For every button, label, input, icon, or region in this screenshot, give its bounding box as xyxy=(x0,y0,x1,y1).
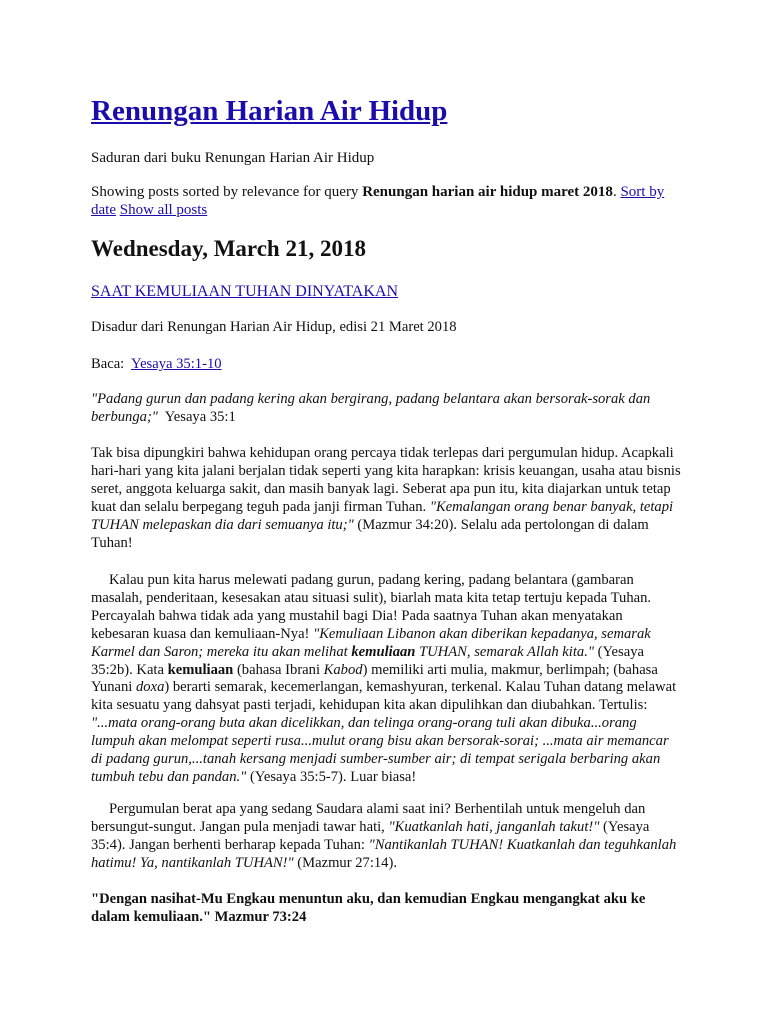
blog-title xyxy=(91,92,447,130)
post-title xyxy=(91,282,398,302)
p2-quote1a: "Kemuliaan Libanon akan diberikan kepadanya, semarak Karmel dan Saron; mereka itu akan melihat xyxy=(91,625,651,660)
p2-quote1b: TUHAN, semarak Allah kita." xyxy=(415,643,594,660)
post-source: Disadur dari Renungan Harian Air Hidup, edisi 21 Maret 2018 xyxy=(91,319,457,335)
sort-by-date-link[interactable]: Sort by date xyxy=(91,184,665,218)
key-verse xyxy=(91,391,681,427)
p1-end: Selalu ada pertolongan di dalam Tuhan! xyxy=(91,516,649,551)
p2-text2: (bahasa Ibrani xyxy=(233,661,324,678)
query-prefix: Showing posts sorted by relevance for query xyxy=(91,184,363,200)
p2-text3: ) memiliki arti mulia, makmur, berlimpah; (bahasa Yunani xyxy=(91,661,658,696)
p2-ref2: (Yesaya 35:5-7). Luar biasa! xyxy=(246,768,417,785)
paragraph-3 xyxy=(91,801,681,873)
p2-ref1: (Yesaya 35:2b). Kata xyxy=(91,643,644,678)
reading-reference xyxy=(91,356,681,374)
p1-quote: "Kemalangan orang benar banyak, tetapi TUHAN melepaskan dia dari semuanya itu;" xyxy=(91,498,674,533)
show-all-posts-link[interactable]: Show all posts xyxy=(119,202,208,218)
p3-quote2: "Nantikanlah TUHAN! Kuatkanlah dan teguhkanlah hatimu! Ya, nantikanlah TUHAN!" xyxy=(91,836,677,871)
p1-text: Tak bisa dipungkiri bahwa kehidupan orang percaya tidak terlepas dari pergumulan hidup. Acapkali hari-hari yang kita jalani berjalan tidak seperti yang kita harapkan: krisis keuangan, usaha atau bisnis seret, anggota keluarga sakit, dan masih banyak lagi. Seberat apa pun itu, kita diajarkan untuk tetap kuat dan selalu berpegang teguh pada janji firman Tuhan. xyxy=(91,445,681,515)
p2-text4: ) berarti semarak, kecemerlangan, kemashyuran, terkenal. Kalau Tuhan datang melawat kita sesuatu yang dahsyat pasti terjadi, kehidupan kita akan dipulihkan dan diubahkan. Tertulis: xyxy=(91,679,677,714)
p2-text1: Kalau pun kita harus melewati padang gurun, padang kering, padang belantara (gambaran masalah, penderitaan, kesesakan atau situasi sulit), biarlah mata kita tetap tertuju kepada Tuhan. Percayalah bahwa tidak ada yang mustahil bagi Dia! Pada saatnya Tuhan akan menyatakan kebesaran kuasa dan kemuliaan-Nya! xyxy=(91,572,652,642)
p3-ref2: (Mazmur 27:14). xyxy=(293,854,397,871)
p2-quote1-bold: kemuliaan xyxy=(351,643,416,660)
post-date: Wednesday, March 21, 2018 xyxy=(91,236,366,261)
key-verse-text: "Padang gurun dan padang kering akan bergirang, padang belantara akan bersorak-sorak dan berbunga;" xyxy=(91,391,651,425)
p2-kabod: Kabod xyxy=(323,661,363,678)
key-verse-ref: Yesaya 35:1 xyxy=(164,408,236,425)
p1-ref: (Mazmur 34:20). xyxy=(353,516,458,533)
query-status xyxy=(91,183,681,219)
blog-description: Saduran dari buku Renungan Harian Air Hidup xyxy=(91,150,375,166)
p2-quote2: "...mata orang-orang buta akan dicelikkan, dan telinga orang-orang tuli akan dibuka...orang lumpuh akan melompat seperti rusa...mulut orang bisu akan bersorak-sorai; ...mata air memancar di padang gurun,...tanah kersang menjadi sumber-sumber air; di tempat serigala berbaring akan tumbuh tebu dan pandan." xyxy=(91,715,669,785)
post-title-link[interactable]: SAAT KEMULIAAN TUHAN DINYATAKAN xyxy=(91,283,399,300)
reading-link[interactable]: Yesaya 35:1-10 xyxy=(131,356,222,372)
p2-doxa: doxa xyxy=(136,679,165,696)
p3-ref1: (Yesaya 35:4). Jangan berhenti berharap kepada Tuhan: xyxy=(91,818,650,853)
query-period: . xyxy=(612,184,617,200)
blog-title-link[interactable]: Renungan Harian Air Hidup xyxy=(91,95,448,127)
p3-quote1: "Kuatkanlah hati, janganlah takut!" xyxy=(388,818,600,835)
paragraph-1 xyxy=(91,445,681,552)
p2-kata-bold: kemuliaan xyxy=(167,661,234,678)
closing-verse: "Dengan nasihat-Mu Engkau menuntun aku, dan kemudian Engkau mengangkat aku ke dalam kemuliaan." Mazmur 73:24 xyxy=(91,891,646,925)
baca-label: Baca: xyxy=(91,356,125,372)
paragraph-2 xyxy=(91,572,681,787)
p3-text1: Pergumulan berat apa yang sedang Saudara alami saat ini? Berhentilah untuk mengeluh dan bersungut-sungut. Jangan pula menjadi tawar hati, xyxy=(91,801,646,835)
query-term: Renungan harian air hidup maret 2018 xyxy=(362,184,613,200)
